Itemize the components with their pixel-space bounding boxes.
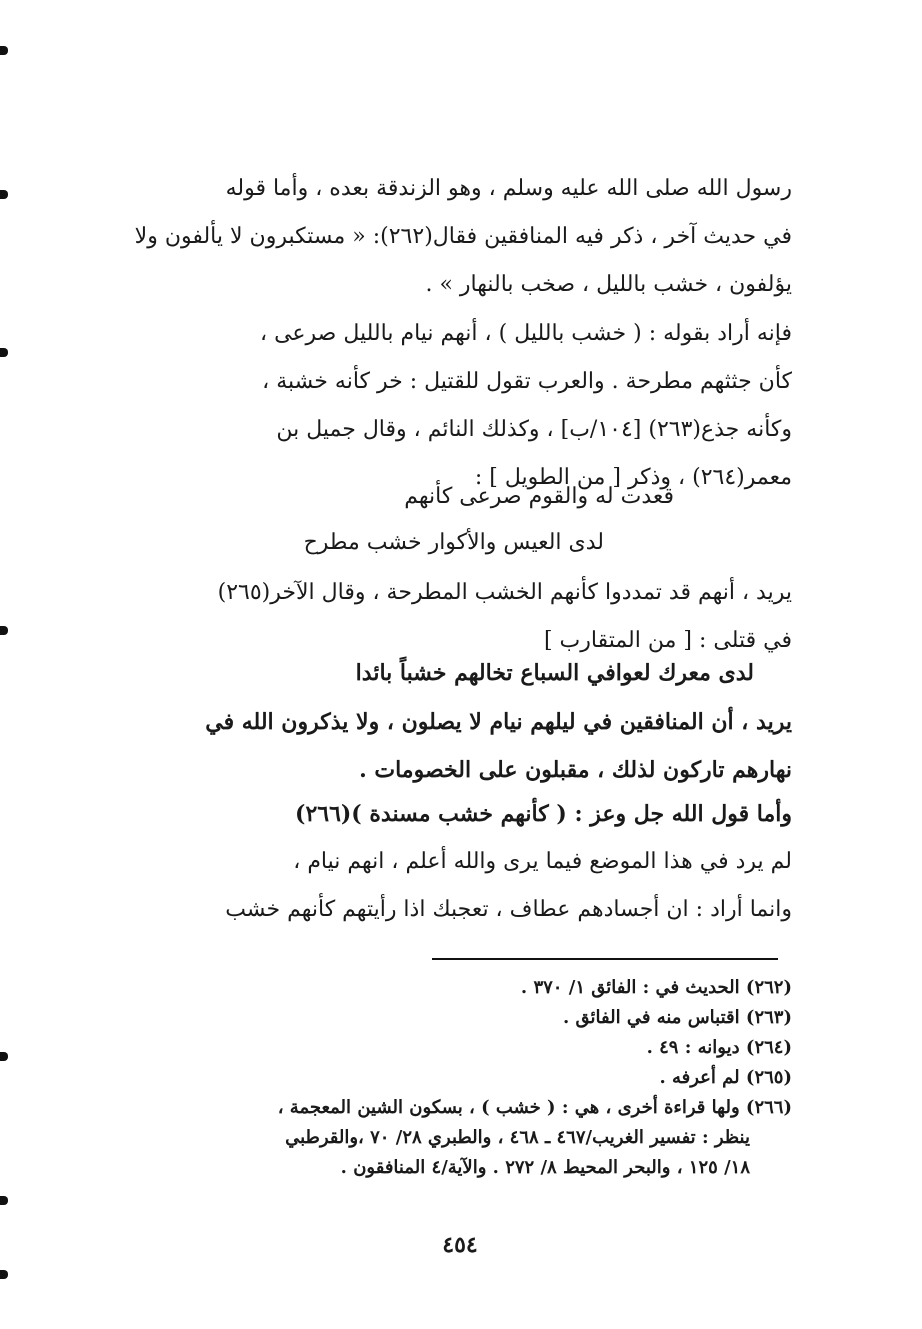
footnote-263 xyxy=(120,1003,792,1033)
footnote-text: لم أعرفه . xyxy=(659,1067,740,1088)
footnote-number: (٢٦٥) xyxy=(745,1067,792,1088)
footnote-text: ديوانه : ٤٩ . xyxy=(646,1037,740,1058)
footnotes xyxy=(120,973,792,1183)
footnote-262 xyxy=(120,973,792,1003)
margin-mark xyxy=(0,348,8,357)
footnote-number: (٢٦٢) xyxy=(745,977,792,998)
text-line: وانما أراد : ان أجسادهم عطاف ، تعجبك اذا رأيتهم كأنهم خشب xyxy=(225,897,792,922)
margin-mark xyxy=(0,1052,8,1061)
footnote-text: ولها قراءة أخرى ، هي : ( خشب ) ، بسكون الشين المعجمة ، xyxy=(277,1097,740,1118)
margin-mark xyxy=(0,190,8,199)
paragraph-5 xyxy=(120,790,792,934)
footnote-continuation: ١٨/ ١٢٥ ، والبحر المحيط ٨/ ٢٧٢ . والآية/٤ المنافقون . xyxy=(340,1157,750,1178)
footnote-text: الحديث في : الفائق ١/ ٣٧٠ . xyxy=(520,977,740,998)
footnote-266 xyxy=(120,1093,792,1123)
text-line: رسول الله صلى الله عليه وسلم ، وهو الزندقة بعده ، وأما قوله xyxy=(225,176,792,201)
margin-mark xyxy=(0,1196,8,1205)
text-line: يؤلفون ، خشب بالليل ، صخب بالنهار » . xyxy=(425,272,792,297)
footnote-265 xyxy=(120,1063,792,1093)
footnote-number: (٢٦٦) xyxy=(745,1097,792,1118)
footnote-number: (٢٦٤) xyxy=(745,1037,792,1058)
footnote-264 xyxy=(120,1033,792,1063)
text-line: وأما قول الله جل وعز : ( كأنهم خشب مسندة )(٢٦٦) xyxy=(295,801,792,827)
text-line: معمر(٢٦٤) ، وذكر [ من الطويل ] : xyxy=(474,465,792,490)
text-line: نهارهم تاركون لذلك ، مقبلون على الخصومات . xyxy=(359,757,792,783)
paragraph-4 xyxy=(120,698,792,794)
footnote-text: اقتباس منه في الفائق . xyxy=(562,1007,740,1028)
paragraph-2 xyxy=(120,310,792,502)
footnote-continuation: ينظر : تفسير الغريب/٤٦٧ ـ ٤٦٨ ، والطبري ٢٨/ ٧٠ ،والقرطبي xyxy=(285,1127,750,1148)
text-line: لم يرد في هذا الموضع فيما يرى والله أعلم ، انهم نيام ، xyxy=(293,849,792,874)
text-line: في حديث آخر ، ذكر فيه المنافقين فقال(٢٦٢): « مستكبرون لا يألفون ولا xyxy=(134,224,792,249)
footnote-separator xyxy=(432,958,778,960)
margin-mark xyxy=(0,46,8,55)
verse-line: لدى معرك لعوافي السباع تخالهم خشباً بائدا xyxy=(355,660,754,686)
verse-hemistich-1: قعدت له والقوم صرعى كأنهم xyxy=(404,484,674,509)
text-line: يريد ، أنهم قد تمددوا كأنهم الخشب المطرحة ، وقال الآخر(٢٦٥) xyxy=(217,580,792,605)
footnote-number: (٢٦٣) xyxy=(745,1007,792,1028)
page-number: ٤٥٤ xyxy=(442,1232,478,1258)
verse-hemistich-2: لدى العيس والأكوار خشب مطرح xyxy=(303,530,604,555)
paragraph-3 xyxy=(120,569,792,665)
margin-mark xyxy=(0,626,8,635)
text-line: في قتلى : [ من المتقارب ] xyxy=(543,628,792,653)
paragraph-1 xyxy=(120,165,792,309)
text-line: كأن جثثهم مطرحة . والعرب تقول للقتيل : خر كأنه خشبة ، xyxy=(262,369,792,394)
text-line: يريد ، أن المنافقين في ليلهم نيام لا يصلون ، ولا يذكرون الله في xyxy=(205,709,792,735)
text-line: وكأنه جذع(٢٦٣) [١٠٤/ب] ، وكذلك النائم ، وقال جميل بن xyxy=(276,417,792,442)
margin-mark xyxy=(0,1270,8,1279)
text-line: فإنه أراد بقوله : ( خشب بالليل ) ، أنهم نيام بالليل صرعى ، xyxy=(259,321,792,346)
